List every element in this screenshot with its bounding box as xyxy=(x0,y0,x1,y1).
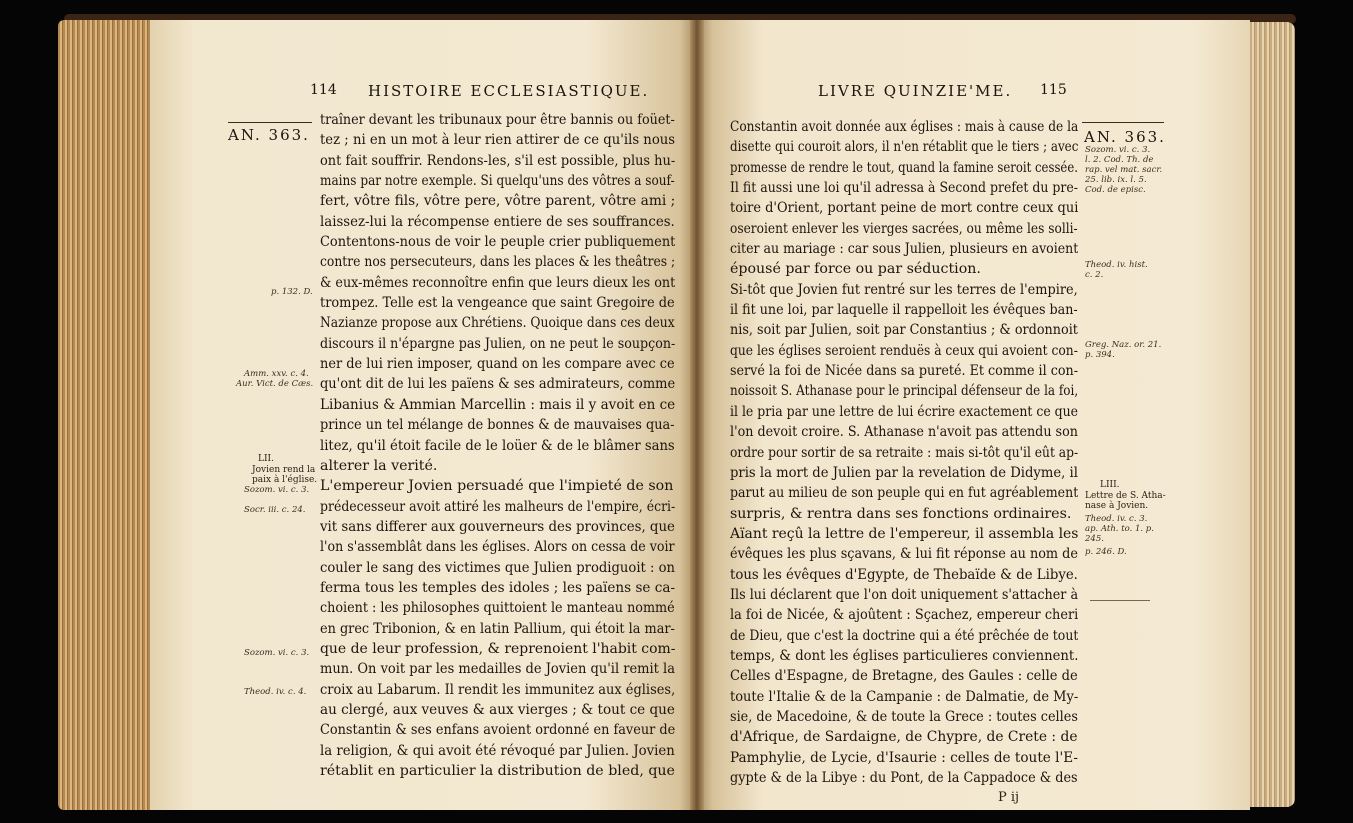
margin-note: Sozom. vi. c. 3. xyxy=(1085,145,1151,155)
margin-note: 245. xyxy=(1085,534,1104,544)
text-line: évêques les plus sçavans, & lui fit réponse au nom de xyxy=(730,546,1078,563)
margin-note: Sozom. vi. c. 3. xyxy=(244,485,310,495)
text-line: & eux-mêmes reconnoître enfin que leurs dieux les ont xyxy=(320,274,675,291)
text-line: que les églises seroient renduës à ceux qui avoient con- xyxy=(730,342,1078,359)
section-summary: Lettre de S. Atha- xyxy=(1085,491,1166,501)
margin-note: Amm. xxv. c. 4. xyxy=(244,369,309,379)
margin-note: Greg. Naz. or. 21. xyxy=(1085,340,1162,350)
text-line: épousé par force ou par séduction. xyxy=(730,261,981,278)
section-summary: paix à l'église. xyxy=(252,475,318,485)
margin-note: Cod. de episc. xyxy=(1085,185,1146,195)
page-number: 115 xyxy=(1040,82,1067,98)
text-line: traîner devant les tribunaux pour être bannis ou foüet- xyxy=(320,112,675,128)
text-line: servé la foi de Nicée dans sa pureté. Et comme il con- xyxy=(730,363,1078,380)
text-line: la religion, & qui avoit été révoqué par Julien. Jovien xyxy=(320,742,675,759)
margin-note: l. 2. Cod. Th. de xyxy=(1085,155,1154,165)
text-line: citer au mariage : car sous Julien, plusieurs en avoient xyxy=(730,241,1078,258)
text-line: Il fit aussi une loi qu'il adressa à Second prefet du pre- xyxy=(730,180,1078,197)
text-line: il le pria par une lettre de lui écrire exactement ce que xyxy=(730,403,1078,420)
text-line: noissoit S. Athanase pour le principal défenseur de la foi, xyxy=(730,383,1078,400)
text-line: choient : les philosophes quittoient le manteau nommé xyxy=(320,600,675,617)
text-line: Aïant reçû la lettre de l'empereur, il assembla les xyxy=(730,525,1078,542)
text-line: promesse de rendre le tout, quand la famine seroit cessée. xyxy=(730,159,1078,176)
text-line: ferma tous les temples des idoles ; les païens se ca- xyxy=(320,579,675,596)
section-number: LII. xyxy=(258,454,274,464)
margin-note: Sozom. vi. c. 3. xyxy=(244,648,310,658)
text-line: au clergé, aux veuves & aux vierges ; & tout ce que xyxy=(320,701,675,718)
text-line: l'on devoit croire. S. Athanase n'avoit pas attendu son xyxy=(730,424,1078,441)
text-line: Ils lui déclarent que l'on doit uniquement s'attacher à xyxy=(730,586,1078,603)
margin-note: Theod. iv. c. 4. xyxy=(244,687,307,697)
text-line: ordre pour sortir de sa retraite : mais si-tôt qu'il eût ap- xyxy=(730,444,1078,461)
text-line: pris la mort de Julien par la revelation de Didyme, il xyxy=(730,464,1078,481)
text-line: ont fait souffrir. Rendons-les, s'il est possible, plus hu- xyxy=(320,152,675,169)
text-line: mains par notre exemple. Si quelqu'uns des vôtres a souf- xyxy=(320,173,675,190)
text-line: de Dieu, que c'est la doctrine qui a été prêchée de tout xyxy=(730,627,1078,644)
text-line: laissez-lui la récompense entiere de ses souffrances. xyxy=(320,213,675,230)
text-line: temps, & dont les églises particulieres conviennent. xyxy=(730,647,1078,664)
text-line: litez, qu'il étoit facile de le loüer & de le blâmer sans xyxy=(320,437,675,454)
margin-note: Socr. iii. c. 24. xyxy=(244,505,306,515)
text-line: vit sans differer aux gouverneurs des provinces, que xyxy=(320,518,675,535)
margin-rule xyxy=(228,122,312,123)
margin-note: rap. vel mat. sacr. xyxy=(1085,165,1163,175)
year-label: AN. 363. xyxy=(228,126,310,144)
margin-note: c. 2. xyxy=(1085,270,1104,280)
text-line: tous les évêques d'Egypte, de Thebaïde & de Libye. xyxy=(730,566,1078,583)
text-line: que de leur profession, & reprenoient l'habit com- xyxy=(320,640,675,657)
text-line: Celles d'Espagne, de Bretagne, des Gaules : celle de xyxy=(730,668,1078,685)
margin-note: 25. lib. ix. l. 5. xyxy=(1085,175,1147,185)
text-line: Si-tôt que Jovien fut rentré sur les terres de l'empire, xyxy=(730,281,1078,298)
text-line: toire d'Orient, portant peine de mort contre ceux qui xyxy=(730,200,1078,217)
section-summary: Jovien rend la xyxy=(252,465,316,475)
page-edges-left xyxy=(58,20,158,810)
text-line: Constantin avoit donnée aux églises : mais à cause de la xyxy=(730,119,1078,135)
text-line: d'Afrique, de Sardaigne, de Chypre, de Crete : de xyxy=(730,729,1078,746)
text-line: disette qui couroit alors, il n'en rétablit que le tiers ; avec xyxy=(730,139,1078,156)
text-line: Contentons-nous de voir le peuple crier publiquement xyxy=(320,234,675,251)
text-line: fert, vôtre fils, vôtre pere, vôtre parent, vôtre ami ; xyxy=(320,193,675,210)
text-line: prédecesseur avoit attiré les malheurs de l'empire, écri- xyxy=(320,498,675,515)
margin-note: Aur. Vict. de Cæs. xyxy=(236,379,314,389)
text-line: Nazianze propose aux Chrétiens. Quoique dans ces deux xyxy=(320,315,675,332)
book-gutter xyxy=(690,20,704,810)
text-line: gypte & de la Libye : du Pont, de la Cappadoce & des xyxy=(730,770,1078,786)
text-line: l'on s'assemblât dans les églises. Alors on cessa de voir xyxy=(320,539,675,556)
margin-rule xyxy=(1090,600,1150,601)
text-line: sie, de Macedoine, & de toute la Grece : toutes celles xyxy=(730,708,1078,725)
margin-note: Theod. iv. hist. xyxy=(1085,260,1148,270)
text-line: mun. On voit par les medailles de Jovien qu'il remit la xyxy=(320,661,675,678)
text-line: tez ; ni en un mot à leur rien attirer de ce qu'ils nous xyxy=(320,132,675,149)
text-line: parut au milieu de son peuple qui en fut agréablement xyxy=(730,485,1078,502)
signature-mark: P ij xyxy=(998,790,1020,805)
running-head: LIVRE QUINZIE'ME. xyxy=(818,82,1013,100)
margin-rule xyxy=(1082,122,1164,123)
text-line: contre nos persecuteurs, dans les places & les theâtres ; xyxy=(320,254,675,271)
text-line: prince un tel mélange de bonnes & de mauvaises qua- xyxy=(320,417,675,434)
text-line: trompez. Telle est la vengeance que saint Gregoire de xyxy=(320,295,675,312)
section-number: LIII. xyxy=(1100,480,1120,490)
body-text xyxy=(730,117,1078,788)
text-line: en grec Tribonion, & en latin Pallium, qui étoit la mar- xyxy=(320,620,675,637)
margin-note: Theod. iv. c. 3. xyxy=(1085,514,1148,524)
running-head: HISTOIRE ECCLESIASTIQUE. xyxy=(368,82,650,100)
text-line: Constantin & ses enfans avoient ordonné en faveur de xyxy=(320,722,675,739)
text-line: alterer la verité. xyxy=(320,457,438,474)
text-line: discours il n'épargne pas Julien, on ne peut le soupçon- xyxy=(320,335,675,352)
page-number: 114 xyxy=(310,82,337,98)
text-line: surpris, & rentra dans ses fonctions ordinaires. xyxy=(730,505,1072,522)
section-summary: nase à Jovien. xyxy=(1085,501,1149,511)
margin-note: p. 394. xyxy=(1085,350,1115,360)
text-line: croix au Labarum. Il rendit les immunitez aux églises, xyxy=(320,681,675,698)
text-line: rétablit en particulier la distribution de bled, que xyxy=(320,763,675,779)
text-line: couler le sang des victimes que Julien prodiguoit : on xyxy=(320,559,675,576)
text-line: Libanius & Ammian Marcellin : mais il y avoit en ce xyxy=(320,396,675,413)
margin-note: ap. Ath. to. 1. p. xyxy=(1085,524,1154,534)
text-line: il fit une loi, par laquelle il rappelloit les évêques ban- xyxy=(730,302,1078,319)
body-text xyxy=(320,110,675,781)
text-line: Pamphylie, de Lycie, d'Isaurie : celles de toute l'E- xyxy=(730,749,1078,766)
text-line: toute l'Italie & de la Campanie : de Dalmatie, de My- xyxy=(730,688,1078,705)
text-line: L'empereur Jovien persuadé que l'impieté de son xyxy=(320,478,674,495)
text-line: oseroient enlever les vierges sacrées, ou même les solli- xyxy=(730,220,1078,237)
text-line: qu'ont dit de lui les païens & ses admirateurs, comme xyxy=(320,376,675,393)
margin-note: p. 132. D. xyxy=(271,287,313,297)
year-label: AN. 363. xyxy=(1084,128,1166,146)
margin-note: p. 246. D. xyxy=(1085,547,1127,557)
text-line: ner de lui rien imposer, quand on les compare avec ce xyxy=(320,356,675,373)
text-line: la foi de Nicée, & ajoûtent : Sçachez, empereur cheri xyxy=(730,607,1078,624)
text-line: nis, soit par Julien, soit par Constantius ; & ordonnoit xyxy=(730,322,1078,339)
